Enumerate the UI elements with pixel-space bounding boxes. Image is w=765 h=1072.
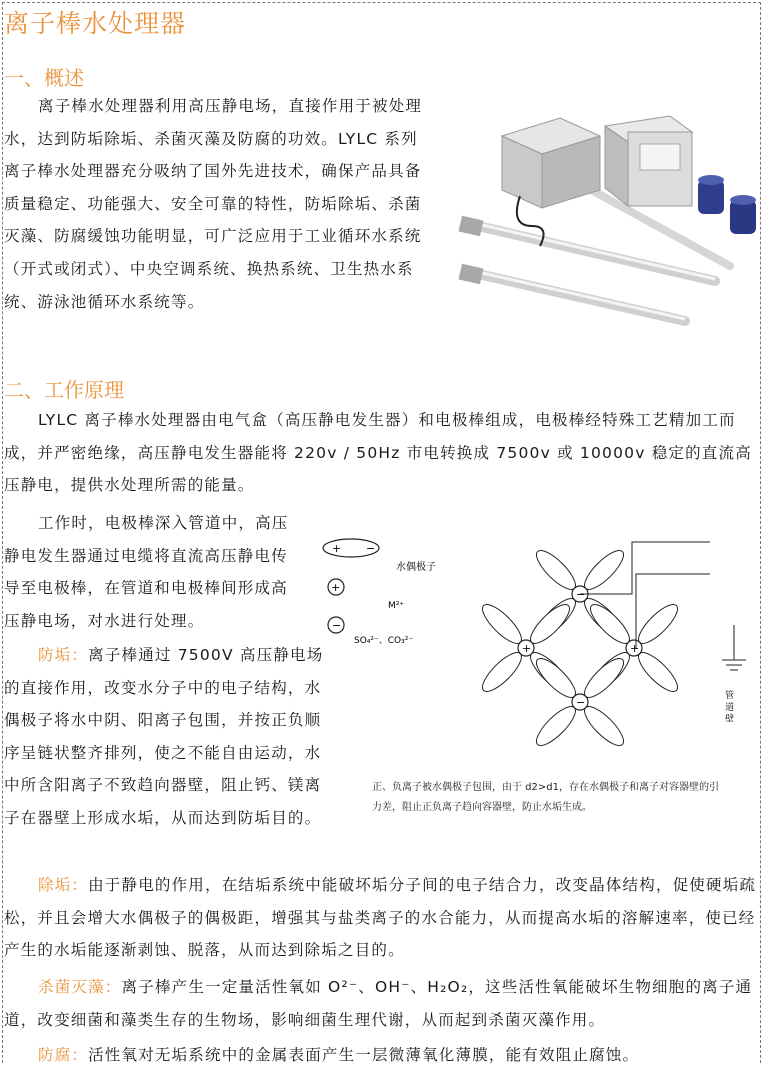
svg-text:+: + xyxy=(332,542,342,555)
shajun-label: 杀菌灭藻： xyxy=(38,978,122,996)
fangfu-paragraph xyxy=(4,1039,764,1072)
fangfu-label: 防腐： xyxy=(38,1046,89,1064)
water-dipole xyxy=(579,545,628,594)
chugou-paragraph xyxy=(4,869,764,967)
overview-paragraph: 离子棒水处理器利用高压静电场，直接作用于被处理水，达到防垢除垢、杀菌灭藻及防腐的功效。LYLC 系列离子棒水处理器充分吸纳了国外先进技术，确保产品具备质量稳定、功能强大、安全可靠的特性，防垢除垢、杀菌灭藻、防腐缓蚀功能明显，可广泛应用于工业循环水系统（开式或闭式）、中央空调系统、换热系统、卫生热水系统、游泳池循环水系统等。 xyxy=(4,97,423,311)
water-dipole xyxy=(477,599,526,648)
fangfu-text: 活性氧对无垢系统中的金属表面产生一层微薄氧化薄膜，能有效阻止腐蚀。 xyxy=(88,1046,640,1064)
ion-charge-sign: + xyxy=(522,642,532,655)
ion-charge-sign: + xyxy=(630,642,640,655)
page-title: 离子棒水处理器 xyxy=(4,9,187,38)
legend-anion-symbol xyxy=(328,617,344,633)
principle-intro: LYLC 离子棒水处理器由电气盒（高压静电发生器）和电极棒组成，电极棒经特殊工艺精加工而成，并严密绝缘，高压静电发生器能将 220v / 50Hz 市电转换成 7500v 或 10000v 稳定的直流高压静电，提供水处理所需的能量。 xyxy=(4,411,752,495)
water-dipole xyxy=(531,701,580,750)
legend-anion-label: SO₄²⁻、CO₃²⁻ xyxy=(354,636,414,646)
svg-text:−: − xyxy=(366,542,376,555)
water-dipole xyxy=(579,653,628,702)
water-dipole xyxy=(531,653,580,702)
chugou-text: 由于静电的作用，在结垢系统中能破坏垢分子间的电子结合力，改变晶体结构，促使硬垢疏松，并且会增大水偶极子的偶极距，增强其与盐类离子的水合能力，从而提高水垢的溶解速率，使已经产生的水垢能逐渐剥蚀、脱落，从而达到除垢之目的。 xyxy=(4,876,757,960)
water-dipole xyxy=(585,599,634,648)
ion-charge-sign: − xyxy=(576,696,586,709)
generator-box-2 xyxy=(605,116,692,206)
water-dipole xyxy=(579,701,628,750)
dipole-diagram xyxy=(318,530,758,772)
legend-dipole-label: 水偶极子 xyxy=(396,562,436,573)
water-dipole xyxy=(531,545,580,594)
fanggou-text: 离子棒通过 7500V 高压静电场的直接作用，改变水分子中的电子结构，水偶极子将水中阴、阳离子包围，并按正负顺序呈链状整齐排列，使之不能自由运动，水中所含阳离子不致趋向器壁，阻止钙、镁离子在器壁上形成水垢，从而达到防垢目的。 xyxy=(4,646,324,827)
legend-cation-symbol xyxy=(328,579,344,595)
shajun-text: 离子棒产生一定量活性氧如 O²⁻、OH⁻、H₂O₂，这些活性氧能破坏生物细胞的离子通道，改变细菌和藻类生存的生物场，影响细菌生理代谢，从而起到杀菌灭藻作用。 xyxy=(4,978,753,1029)
product-photo xyxy=(440,96,760,356)
section1-heading: 一、概述 xyxy=(4,66,84,90)
shajun-paragraph xyxy=(4,971,764,1036)
water-dipole xyxy=(633,599,682,648)
water-dipole xyxy=(633,647,682,696)
ion-charge-sign: − xyxy=(576,588,586,601)
working-paragraph: 工作时，电极棒深入管道中，高压静电发生器通过电缆将直流高压静电传导至电极棒，在管道和电极棒间形成高压静电场，对水进行处理。 xyxy=(4,514,289,630)
fanggou-paragraph xyxy=(4,639,324,835)
chugou-label: 除垢： xyxy=(38,876,89,894)
dipole-lattice xyxy=(477,545,683,751)
pipe-wall-label: 管 道 壁 xyxy=(723,690,733,723)
section2-heading: 二、工作原理 xyxy=(4,378,124,402)
legend-cation-label: M²⁺ xyxy=(388,601,405,611)
svg-text:+: + xyxy=(331,581,341,594)
svg-text:−: − xyxy=(332,619,342,632)
fanggou-label: 防垢： xyxy=(38,646,89,664)
legend-dipole-symbol xyxy=(323,539,379,557)
diagram-caption: 正、负离子被水偶极子包围，由于 d2>d1，存在水偶极子和离子对容器壁的引力差，阻止正负离子趋向容器壁，防止水垢生成。 xyxy=(372,782,719,813)
water-dipole xyxy=(525,599,574,648)
water-dipole xyxy=(477,647,526,696)
